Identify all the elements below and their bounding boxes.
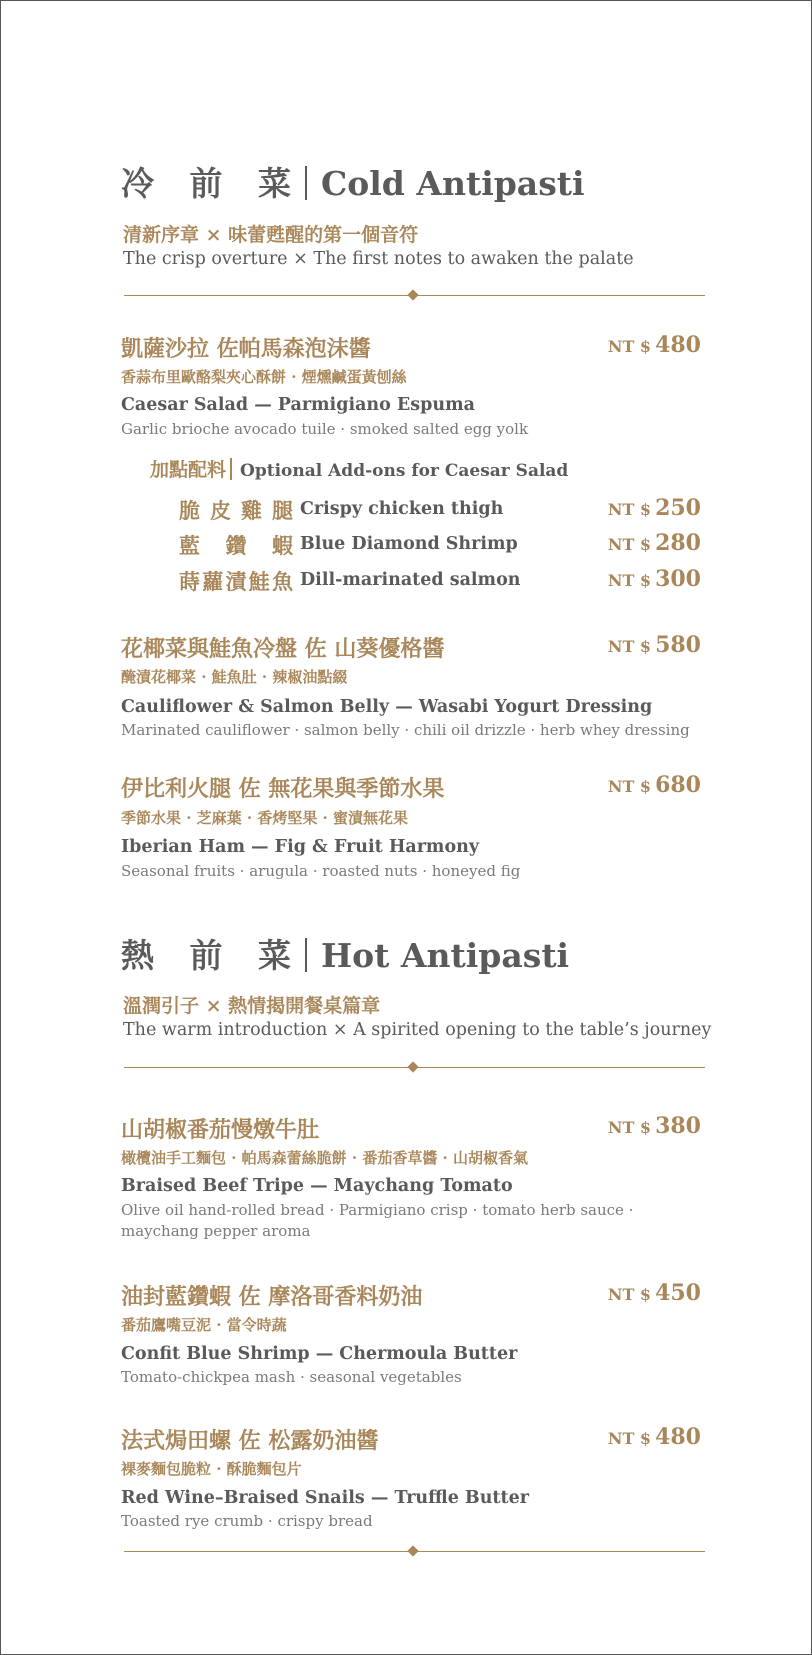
- dish-desc-zh: 季節水果 · 芝麻葉 · 香烤堅果 · 蜜漬無花果: [121, 809, 409, 827]
- price-prefix: NT $: [607, 1429, 652, 1448]
- dish-desc-zh: 香蒜布里歐酪梨夾心酥餅 · 煙燻鹹蛋黃刨絲: [121, 368, 407, 386]
- addons-heading: [150, 455, 568, 482]
- dish-name-en: Red Wine–Braised Snails — Truffle Butter: [121, 1488, 529, 1508]
- cold-title-en: Cold Antipasti: [320, 164, 585, 203]
- dish-name-zh: 花椰菜與鮭魚冷盤 佐 山葵優格醬: [121, 636, 445, 662]
- dish-name-en: Iberian Ham — Fig & Fruit Harmony: [121, 837, 480, 857]
- price-value: 480: [655, 332, 701, 358]
- price-value: 250: [655, 495, 701, 521]
- section-divider: [124, 295, 705, 296]
- price-prefix: NT $: [607, 1118, 652, 1137]
- dish-price: [608, 632, 701, 658]
- dish-name-zh: 法式焗田螺 佐 松露奶油醬: [121, 1428, 379, 1454]
- dish-name-en: Caesar Salad — Parmigiano Espuma: [121, 395, 475, 415]
- price-value: 480: [655, 1424, 701, 1450]
- price-prefix: NT $: [607, 500, 652, 519]
- dish-price: [608, 332, 701, 358]
- dish-desc-en: Tomato-chickpea mash · seasonal vegetables: [121, 1368, 462, 1386]
- cold-subtitle-en: The crisp overture × The first notes to awaken the palate: [123, 249, 634, 269]
- dish-name-en: Braised Beef Tripe — Maychang Tomato: [121, 1176, 513, 1196]
- dish-price: [608, 1424, 701, 1450]
- addon-name-zh: 藍鑽蝦: [179, 533, 293, 558]
- price-value: 280: [655, 530, 701, 556]
- addons-divider-bar: [230, 458, 232, 480]
- hot-subtitle-zh: 溫潤引子 × 熱情揭開餐桌篇章: [123, 995, 381, 1017]
- dish-desc-en: Marinated cauliflower · salmon belly · chili oil drizzle · herb whey dressing: [121, 721, 690, 739]
- hot-section-title: [121, 930, 569, 977]
- addons-title-en: Optional Add-ons for Caesar Salad: [240, 461, 569, 481]
- dish-desc-zh: 橄欖油手工麵包 · 帕馬森蕾絲脆餅 · 番茄香草醬 · 山胡椒香氣: [121, 1149, 529, 1167]
- price-value: 450: [655, 1280, 701, 1306]
- addon-price: [608, 530, 701, 556]
- price-prefix: NT $: [607, 777, 652, 796]
- dish-name-zh: 伊比利火腿 佐 無花果與季節水果: [121, 776, 445, 802]
- dish-desc-en: Olive oil hand-rolled bread · Parmigiano crisp · tomato herb sauce ·: [121, 1201, 634, 1219]
- dish-name-en: Cauliflower & Salmon Belly — Wasabi Yogurt Dressing: [121, 697, 653, 717]
- price-prefix: NT $: [607, 535, 652, 554]
- price-prefix: NT $: [607, 637, 652, 656]
- addon-name-zh: 脆皮雞腿: [179, 498, 293, 523]
- dish-desc-en: Toasted rye crumb · crispy bread: [121, 1512, 373, 1530]
- cold-title-zh: 冷 前 菜: [121, 164, 303, 203]
- addon-name-en: Dill-marinated salmon: [300, 570, 521, 590]
- dish-name-en: Confit Blue Shrimp — Chermoula Butter: [121, 1344, 518, 1364]
- title-divider-bar: [305, 166, 307, 200]
- cold-section-title: [121, 158, 585, 205]
- dish-desc-zh: 番茄鷹嘴豆泥 · 當令時蔬: [121, 1316, 287, 1334]
- dish-price: [608, 1280, 701, 1306]
- dish-name-zh: 山胡椒番茄慢燉牛肚: [121, 1117, 320, 1143]
- price-prefix: NT $: [607, 337, 652, 356]
- price-prefix: NT $: [607, 1285, 652, 1304]
- dish-name-zh: 油封藍鑽蝦 佐 摩洛哥香料奶油: [121, 1284, 423, 1310]
- dish-desc-zh: 裸麥麵包脆粒 · 酥脆麵包片: [121, 1460, 302, 1478]
- addons-title-zh: 加點配料: [150, 459, 227, 481]
- section-divider: [124, 1551, 705, 1552]
- dish-desc-en: Seasonal fruits · arugula · roasted nuts · honeyed fig: [121, 862, 521, 880]
- addon-price: [608, 566, 701, 592]
- hot-title-en: Hot Antipasti: [320, 936, 570, 975]
- dish-price: [608, 772, 701, 798]
- dish-desc-zh: 醃漬花椰菜 · 鮭魚肚 · 辣椒油點綴: [121, 668, 348, 686]
- price-value: 300: [655, 566, 701, 592]
- section-divider: [124, 1067, 705, 1068]
- addon-name-en: Blue Diamond Shrimp: [300, 534, 518, 554]
- dish-desc-en-cont: maychang pepper aroma: [121, 1222, 311, 1240]
- price-value: 680: [655, 772, 701, 798]
- dish-desc-en: Garlic brioche avocado tuile · smoked salted egg yolk: [121, 420, 529, 438]
- hot-title-zh: 熱 前 菜: [121, 936, 303, 975]
- hot-subtitle-en: The warm introduction × A spirited opening to the table’s journey: [123, 1020, 712, 1040]
- addon-name-zh: 蒔蘿漬鮭魚: [179, 569, 293, 594]
- cold-subtitle-zh: 清新序章 × 味蕾甦醒的第一個音符: [123, 224, 419, 246]
- title-divider-bar: [305, 938, 307, 972]
- dish-name-zh: 凱薩沙拉 佐帕馬森泡沫醬: [121, 336, 371, 362]
- price-prefix: NT $: [607, 571, 652, 590]
- addon-name-en: Crispy chicken thigh: [300, 499, 504, 519]
- dish-price: [608, 1113, 701, 1139]
- addon-price: [608, 495, 701, 521]
- price-value: 580: [655, 632, 701, 658]
- price-value: 380: [655, 1113, 701, 1139]
